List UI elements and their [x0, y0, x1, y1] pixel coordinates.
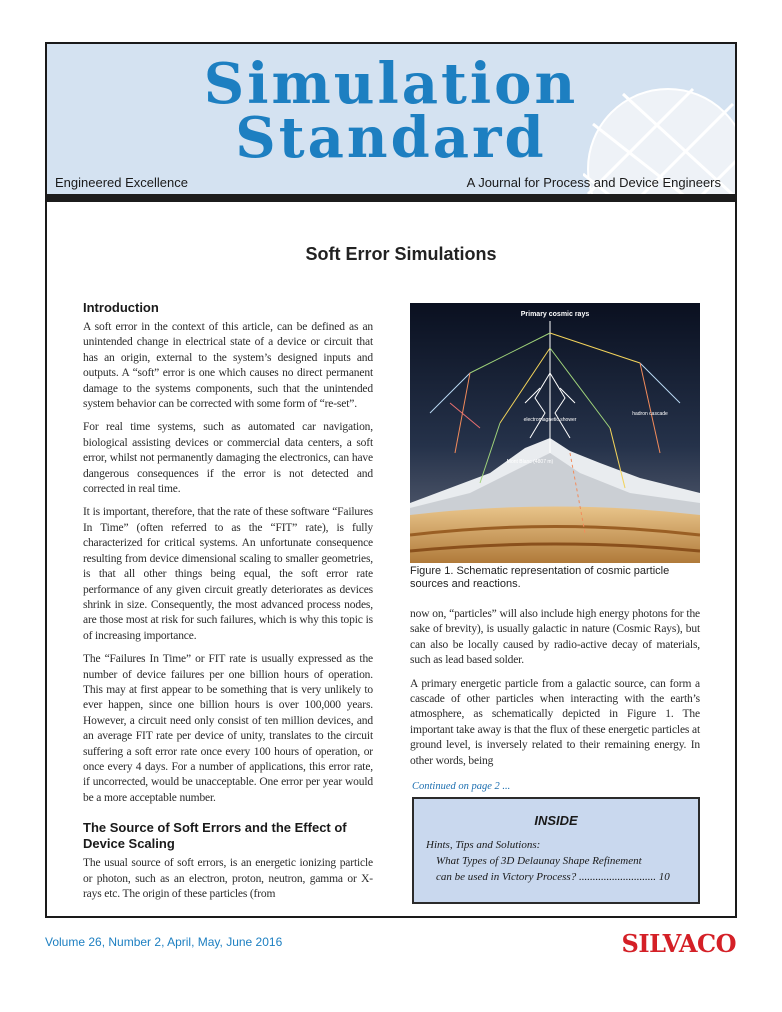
figure-label-peak: Mont Blanc (4807 m)	[506, 459, 554, 465]
silvaco-logo[interactable]: SILVACO	[621, 929, 736, 958]
left-column	[83, 300, 373, 910]
masthead-tagline-right: A Journal for Process and Device Engineers	[466, 175, 721, 190]
intro-paragraph-3: It is important, therefore, that the rate of these software “Failures In Time” (often referred to as the “FIT” rate), is fully characterized for critical systems. An unfortunate consequence resulting from device dimensional scaling to smaller geometries, is that all other things being equal, the soft error rate performance of any given circuit greatly deteriorates as devices shrink in size. Consequently, the most advanced process nodes, are those most at risk for such failures, which is why this topic is of increasing importance.	[83, 506, 373, 642]
source-paragraph-1: The usual source of soft errors, is an energetic ionizing particle or photon, such as an electron, proton, neutron, gamma or X-rays etc. The origin of these particles (from	[83, 857, 373, 900]
figure-label-top: Primary cosmic rays	[520, 311, 590, 318]
figure-label-hadron: hadron cascade	[632, 411, 668, 417]
section-heading-source: The Source of Soft Errors and the Effect of Device Scaling	[83, 820, 347, 852]
inside-box	[412, 797, 700, 904]
footer-volume: Volume 26, Number 2, April, May, June 2016	[45, 935, 283, 949]
intro-paragraph-1: A soft error in the context of this article, can be defined as an unintended change in electrical state of a device or circuit that has an origin, external to the system’s designed inputs and outputs. A “soft” error is one which causes no direct permanent damage to the systems components, such that the unintended system behavior can be corrected with some form of “re-set”.	[83, 321, 373, 411]
masthead-tagline-left: Engineered Excellence	[55, 175, 188, 190]
intro-paragraph-2: For real time systems, such as automated car navigation, biological assisting devices or commercial data centers, a soft error, whilst not permanently damaging the electronics, can have dangerous consequences if the error is not detected and corrected in real time.	[83, 421, 373, 496]
right-paragraph-2: A primary energetic particle from a galactic source, can form a cascade of other particles when interacting with the earth’s atmosphere, as schematically depicted in Figure 1. The important take away is that the flux of these energetic particles at ground level, is inversely related to their remaining energy. In other words, being	[410, 677, 700, 767]
right-paragraph-1: now on, “particles” will also include high energy photons for the sake of brevity), is usually galactic in nature (Cosmic Rays), but can also be locally caused by radio-active decay of materials, such as lead based solder.	[410, 608, 700, 667]
continued-link[interactable]: Continued on page 2 ...	[412, 781, 511, 792]
inside-line-2[interactable]: What Types of 3D Delaunay Shape Refinement	[436, 855, 642, 867]
article-title: Soft Error Simulations	[305, 244, 497, 264]
figure-label-shower: electromagnetic shower	[523, 417, 577, 423]
masthead-title-line1: Simulation	[203, 51, 579, 117]
masthead-rule	[47, 194, 735, 202]
right-column	[410, 607, 700, 777]
inside-line-1: Hints, Tips and Solutions:	[426, 839, 541, 851]
inside-line-3[interactable]: can be used in Victory Process? ............................ 10	[436, 871, 670, 883]
inside-title: INSIDE	[534, 813, 578, 828]
figure-caption: Figure 1. Schematic representation of cosmic particle sources and reactions.	[410, 565, 670, 590]
cosmic-ray-figure	[410, 303, 700, 563]
section-heading-introduction: Introduction	[83, 300, 159, 315]
intro-paragraph-4: The “Failures In Time” or FIT rate is usually expressed as the number of device failures per one billion hours of operation. This may at first appear to be something that is very unlikely to ever happen, since one billion hours is over 100,000 years. However, a circuit need only consist of ten million devices, and an average FIT rate per device of unity, translates to the circuit suffering a soft error rate once every 100 hours of operation, or once every 4 days. For a number of applications, this error rate, if uncorrected, would be unacceptable. One error per year would be a more acceptable number.	[83, 653, 373, 804]
masthead	[47, 44, 735, 194]
masthead-title-line2: Standard	[235, 105, 547, 171]
cosmic-ray-illustration	[410, 303, 700, 563]
